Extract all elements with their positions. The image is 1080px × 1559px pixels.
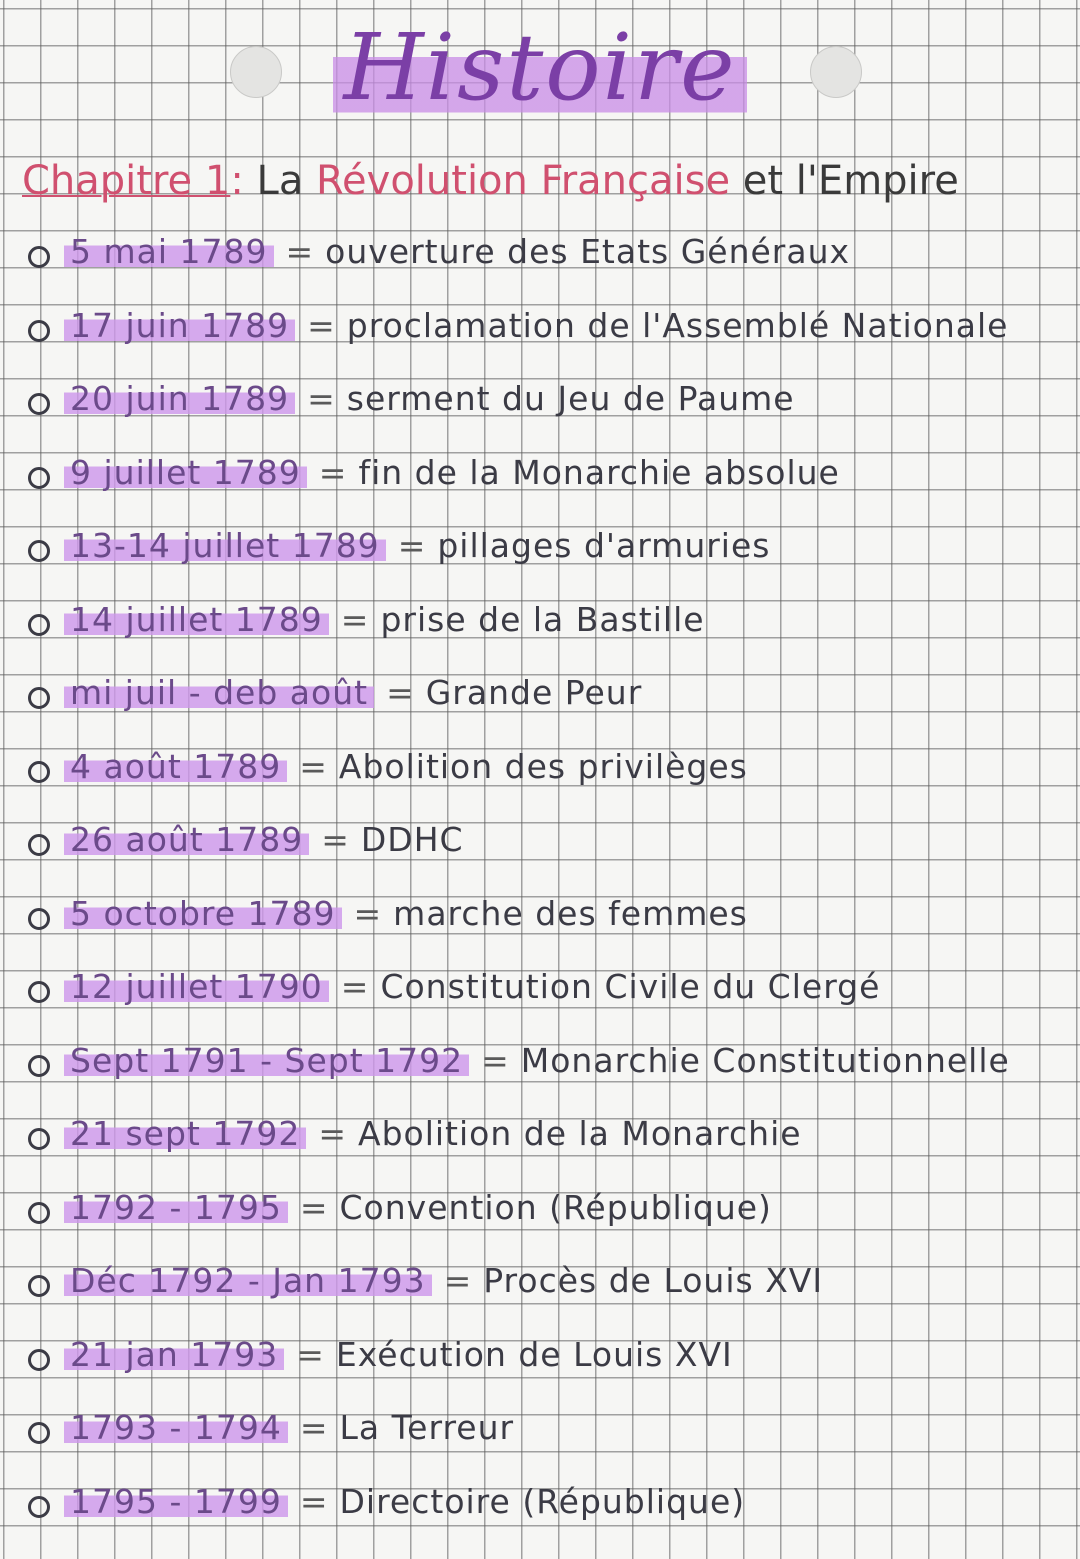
timeline-item [28,306,1060,380]
event-date: 1795 - 1799 [64,1482,288,1521]
equals-sign: = [353,893,382,933]
event-date: 9 juillet 1789 [64,453,307,492]
bullet-icon [28,393,50,415]
bullet-icon [28,1202,50,1224]
bullet-icon [28,761,50,783]
chapter-label: Chapitre 1 [22,158,231,204]
page-title-text: Histoire [333,14,746,121]
event-description: Constitution Civile du Clergé [380,967,881,1006]
event-date: 1793 - 1794 [64,1408,288,1447]
bullet-icon [28,540,50,562]
timeline-item [28,232,1060,306]
equals-sign: = [299,1408,328,1447]
event-description: Abolition des privilèges [338,746,748,786]
timeline-item [28,379,1060,453]
event-date: 14 juillet 1789 [64,600,329,639]
bullet-icon [28,1055,50,1077]
event-date: 5 octobre 1789 [64,894,342,933]
event-description: Procès de Louis XVI [483,1261,824,1300]
event-description: Grande Peur [425,673,643,712]
event-description: serment du Jeu de Paume [346,379,795,418]
event-date: 20 juin 1789 [64,379,295,418]
event-date: mi juil - deb août [64,673,374,712]
bullet-icon [28,908,50,930]
event-date: 21 sept 1792 [64,1114,306,1153]
event-date: 5 mai 1789 [64,232,274,271]
event-description: prise de la Bastille [380,599,705,639]
event-description: pillages d'armuries [437,526,771,565]
event-description: Convention (République) [339,1187,772,1227]
timeline-item [28,894,1060,968]
event-description: marche des femmes [393,893,748,933]
timeline-item [28,1041,1060,1115]
timeline-item [28,1114,1060,1188]
bullet-icon [28,614,50,636]
bullet-icon [28,834,50,856]
chapter-rest: et l'Empire [742,158,959,204]
equals-sign: = [386,673,414,712]
event-date: Sept 1791 - Sept 1792 [64,1041,469,1080]
equals-sign: = [340,599,369,639]
bullet-icon [28,1496,50,1518]
timeline-item [28,1261,1060,1335]
event-description: DDHC [360,820,464,859]
event-date: 21 jan 1793 [64,1335,284,1374]
timeline-item [28,526,1060,600]
chapter-separator: : [230,158,244,204]
timeline-item [28,673,1060,747]
event-description: La Terreur [339,1408,515,1447]
bullet-icon [28,1275,50,1297]
equals-sign: = [299,1481,328,1521]
equals-sign: = [307,305,335,345]
timeline-item [28,967,1060,1041]
equals-sign: = [340,967,369,1006]
bullet-icon [28,687,50,709]
bullet-icon [28,981,50,1003]
bullet-icon [28,320,50,342]
timeline-item [28,1482,1060,1556]
equals-sign: = [299,746,327,786]
timeline-item [28,820,1060,894]
timeline-item [28,1335,1060,1409]
equals-sign: = [296,1334,324,1374]
equals-sign: = [481,1040,509,1080]
equals-sign: = [318,1114,346,1153]
bullet-icon [28,1128,50,1150]
equals-sign: = [307,379,335,418]
event-description: ouverture des Etats Généraux [325,232,851,271]
page-title [0,14,1080,121]
timeline-item [28,1188,1060,1262]
event-date: 13-14 juillet 1789 [64,526,386,565]
chapter-heading [22,158,959,204]
event-description: fin de la Monarchie absolue [358,452,840,492]
timeline-list [28,232,1060,1555]
event-description: proclamation de l'Assemblé Nationale [346,305,1009,345]
chapter-subject: Révolution Française [316,158,731,204]
bullet-icon [28,1349,50,1371]
event-date: 4 août 1789 [64,747,287,786]
timeline-item [28,1408,1060,1482]
event-description: Abolition de la Monarchie [358,1114,802,1153]
event-description: Monarchie Constitutionnelle [520,1040,1010,1080]
bullet-icon [28,1422,50,1444]
equals-sign: = [443,1261,472,1300]
event-description: Directoire (République) [339,1481,746,1521]
equals-sign: = [318,452,347,492]
event-date: 17 juin 1789 [64,306,295,345]
equals-sign: = [285,232,314,271]
equals-sign: = [299,1187,328,1227]
event-date: 26 août 1789 [64,820,309,859]
timeline-item [28,453,1060,527]
timeline-item [28,747,1060,821]
chapter-article: La [256,158,304,204]
event-description: Exécution de Louis XVI [335,1334,733,1374]
equals-sign: = [397,526,426,565]
event-date: Déc 1792 - Jan 1793 [64,1261,432,1300]
event-date: 1792 - 1795 [64,1188,288,1227]
bullet-icon [28,246,50,268]
event-date: 12 juillet 1790 [64,967,329,1006]
bullet-icon [28,467,50,489]
timeline-item [28,600,1060,674]
equals-sign: = [321,820,349,859]
